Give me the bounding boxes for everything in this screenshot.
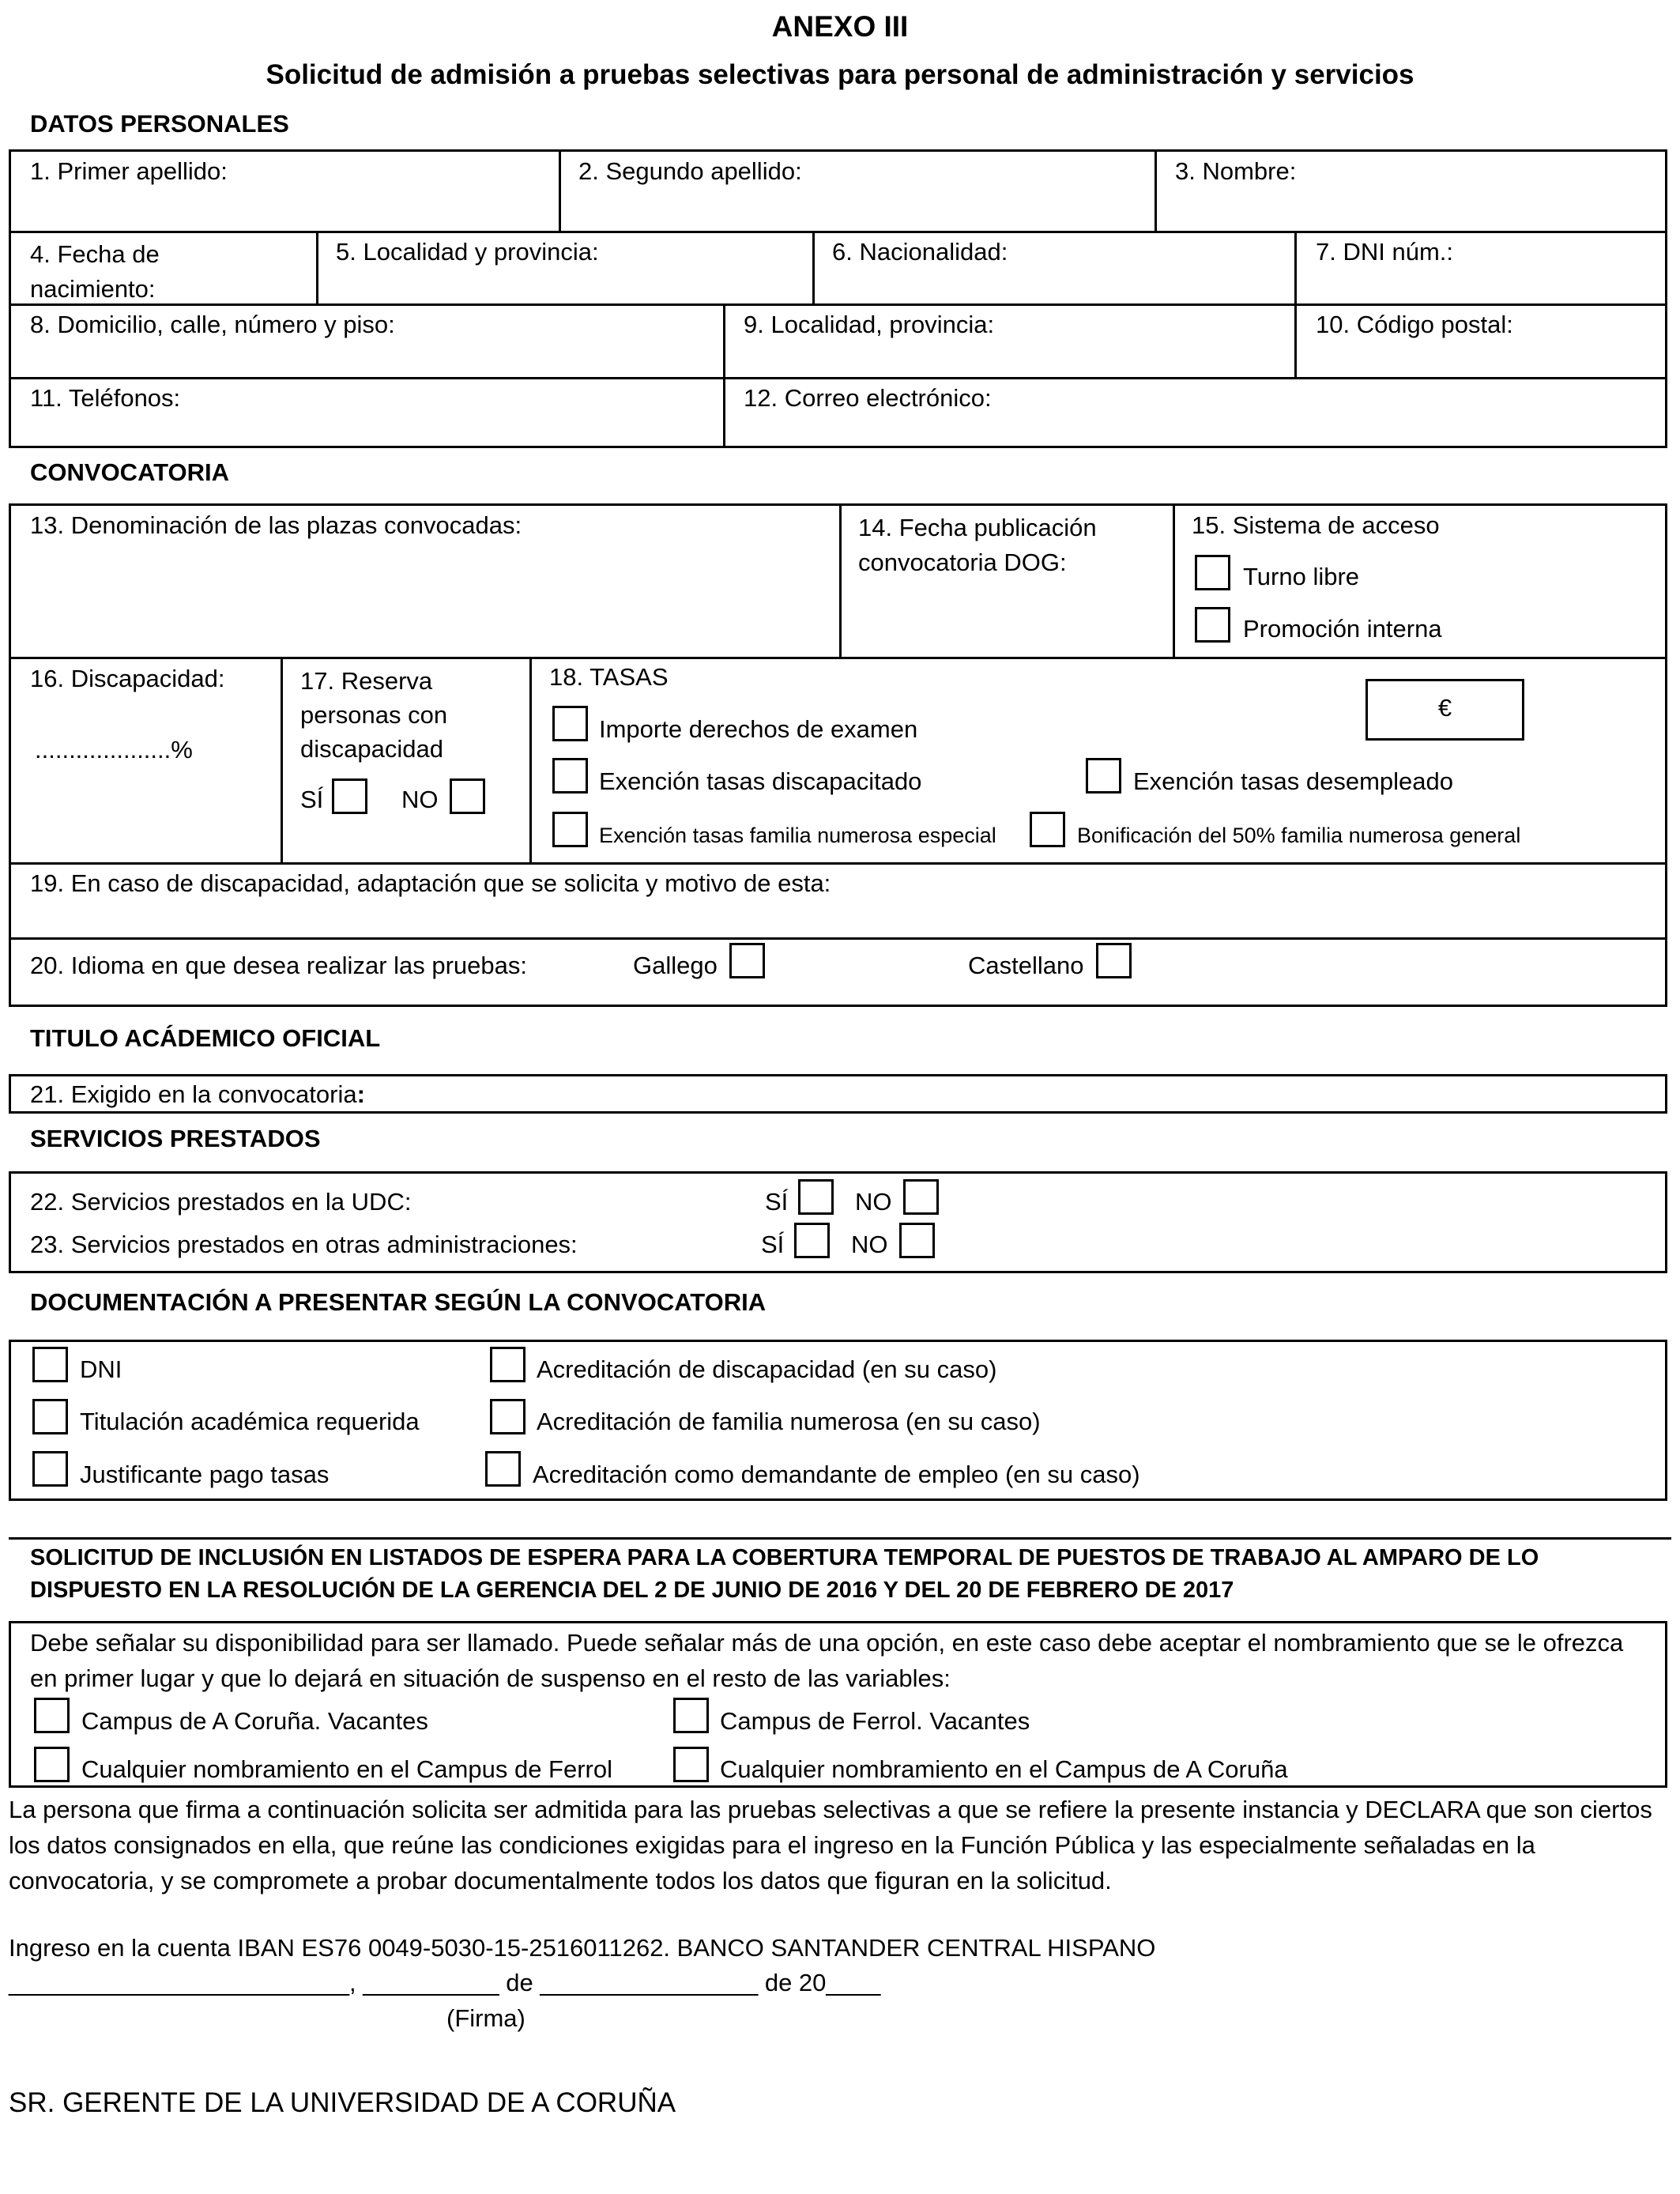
section-heading-convocatoria: CONVOCATORIA — [30, 458, 230, 486]
label-ferrol-vacantes: Campus de Ferrol. Vacantes — [720, 1707, 1030, 1735]
field-titulo-exigido[interactable]: 21. Exigido en la convocatoria: — [30, 1080, 365, 1108]
checkbox-exencion-desempleado[interactable] — [1086, 758, 1121, 794]
convocatoria-table — [9, 503, 1667, 1007]
field-segundo-apellido[interactable]: 2. Segundo apellido: — [578, 157, 802, 185]
checkbox-cualquier-coruna[interactable] — [673, 1747, 709, 1782]
destinatario: SR. GERENTE DE LA UNIVERSIDAD DE A CORUÑA — [9, 2087, 676, 2118]
label-exencion-familia-numerosa: Exención tasas familia numerosa especial — [599, 824, 996, 847]
checkbox-bonificacion-familia[interactable] — [1030, 812, 1065, 847]
label-justificante: Justificante pago tasas — [80, 1461, 330, 1488]
checkbox-dni[interactable] — [32, 1347, 68, 1382]
field-codigo-postal[interactable]: 10. Código postal: — [1316, 311, 1513, 338]
label-reserva-no: NO — [401, 786, 439, 813]
label-acred-empleo: Acreditación como demandante de empleo (en su caso) — [533, 1461, 1140, 1488]
checkbox-servicios-udc-si[interactable] — [798, 1179, 834, 1215]
label-acred-familia: Acreditación de familia numerosa (en su caso) — [537, 1408, 1041, 1435]
field-denominacion-plazas[interactable]: 13. Denominación de las plazas convocadas: — [30, 511, 522, 539]
field-discapacidad: 16. Discapacidad: — [30, 665, 225, 692]
checkbox-coruna-vacantes[interactable] — [34, 1698, 70, 1733]
field-localidad-provincia[interactable]: 5. Localidad y provincia: — [336, 238, 599, 266]
form-title: Solicitud de admisión a pruebas selectivas para personal de administración y servicios — [266, 59, 1414, 90]
field-correo[interactable]: 12. Correo electrónico: — [744, 384, 992, 412]
field-reserva-discapacidad: 17. Reserva personas con discapacidad — [300, 667, 448, 763]
field-nacionalidad[interactable]: 6. Nacionalidad: — [832, 238, 1008, 266]
section-heading-listados-espera: SOLICITUD DE INCLUSIÓN EN LISTADOS DE ESPERA PARA LA COBERTURA TEMPORAL DE PUESTOS DE TRABAJO AL AMPARO DE LO DISPUESTO EN LA RESOLUCIÓN DE LA GERENCIA DEL 2 DE JUNIO DE 2016 Y DEL 20 DE FEBRERO DE 2017 — [30, 1545, 1539, 1603]
label-servicios-udc-si: SÍ — [765, 1188, 789, 1216]
label-gallego: Gallego — [633, 952, 718, 979]
field-telefonos[interactable]: 11. Teléfonos: — [30, 384, 181, 412]
label-exencion-discapacitado: Exención tasas discapacitado — [599, 767, 922, 795]
declaracion-text: La persona que firma a continuación solicita ser admitida para las pruebas selectivas a que se refiere la presente instancia y DECLARA que son ciertos los datos consignados en ella, que reúne las condiciones exigidas para el ingreso en la Función Pública y las especialmente señaladas en la convocatoria, y se compromete a probar documentalmente todos los datos que figuran en la solicitud. — [9, 1796, 1652, 1894]
field-idioma: 20. Idioma en que desea realizar las pruebas: — [30, 952, 528, 979]
field-servicios-udc: 22. Servicios prestados en la UDC: — [30, 1188, 412, 1216]
label-servicios-otras-si: SÍ — [761, 1231, 785, 1258]
firma-label: (Firma) — [446, 2004, 525, 2032]
label-cualquier-coruna: Cualquier nombramiento en el Campus de A Coruña — [720, 1755, 1288, 1783]
iban-text: Ingreso en la cuenta IBAN ES76 0049-5030-15-2516011262. BANCO SANTANDER CENTRAL HISPANO — [9, 1934, 1156, 1962]
checkbox-acred-empleo[interactable] — [485, 1451, 521, 1487]
checkbox-turno-libre[interactable] — [1195, 555, 1230, 590]
checkbox-acred-discapacidad[interactable] — [490, 1347, 525, 1382]
field-fecha-nacimiento[interactable]: 4. Fecha de nacimiento: — [30, 240, 160, 303]
euro-symbol: € — [1437, 694, 1452, 722]
checkbox-castellano[interactable] — [1096, 943, 1132, 978]
label-acred-discapacidad: Acreditación de discapacidad (en su caso) — [537, 1355, 997, 1383]
espera-intro: Debe señalar su disponibilidad para ser llamado. Puede señalar más de una opción, en este caso debe aceptar el nombramiento que se le ofrezca en primer lugar y que lo dejará en situación de suspenso en el resto de las variables: — [30, 1629, 1624, 1692]
checkbox-promocion-interna[interactable] — [1195, 607, 1230, 643]
checkbox-ferrol-vacantes[interactable] — [673, 1698, 709, 1733]
label-turno-libre: Turno libre — [1243, 563, 1360, 590]
checkbox-titulacion[interactable] — [32, 1399, 68, 1434]
label-exencion-desempleado: Exención tasas desempleado — [1133, 767, 1453, 795]
section-heading-titulo: TITULO ACÁDEMICO OFICIAL — [30, 1024, 381, 1052]
label-coruna-vacantes: Campus de A Coruña. Vacantes — [81, 1707, 428, 1735]
field-domicilio[interactable]: 8. Domicilio, calle, número y piso: — [30, 311, 395, 338]
label-servicios-otras-no: NO — [851, 1231, 888, 1258]
checkbox-servicios-udc-no[interactable] — [903, 1179, 939, 1215]
checkbox-cualquier-ferrol[interactable] — [34, 1747, 70, 1782]
checkbox-gallego[interactable] — [729, 943, 765, 978]
field-servicios-otras: 23. Servicios prestados en otras administraciones: — [30, 1231, 578, 1258]
checkbox-exencion-discapacitado[interactable] — [552, 758, 588, 794]
field-localidad[interactable]: 9. Localidad, provincia: — [744, 311, 995, 338]
field-discapacidad-percent[interactable]: ....................% — [35, 736, 193, 763]
label-castellano: Castellano — [968, 952, 1084, 979]
checkbox-justificante[interactable] — [32, 1451, 68, 1487]
field-primer-apellido[interactable]: 1. Primer apellido: — [30, 157, 228, 185]
section-heading-servicios: SERVICIOS PRESTADOS — [30, 1125, 321, 1152]
checkbox-reserva-si[interactable] — [332, 778, 367, 814]
fecha-line[interactable]: _________________________, __________ de ________________ de 20____ — [9, 1969, 881, 1996]
field-nombre[interactable]: 3. Nombre: — [1175, 157, 1297, 185]
label-bonificacion-familia: Bonificación del 50% familia numerosa general — [1077, 824, 1521, 847]
field-adaptacion[interactable]: 19. En caso de discapacidad, adaptación que se solicita y motivo de esta: — [30, 869, 831, 897]
label-dni: DNI — [80, 1355, 122, 1383]
checkbox-exencion-familia-numerosa[interactable] — [552, 812, 588, 847]
field-sistema-acceso: 15. Sistema de acceso — [1192, 511, 1440, 539]
section-heading-documentacion: DOCUMENTACIÓN A PRESENTAR SEGÚN LA CONVOCATORIA — [30, 1288, 767, 1316]
field-tasas: 18. TASAS — [549, 663, 669, 691]
field-fecha-publicacion-dog[interactable]: 14. Fecha publicación convocatoria DOG: — [858, 514, 1097, 576]
checkbox-servicios-otras-si[interactable] — [794, 1223, 830, 1258]
label-reserva-si: SÍ — [300, 786, 324, 813]
checkbox-reserva-no[interactable] — [450, 778, 485, 814]
field-dni[interactable]: 7. DNI núm.: — [1316, 238, 1453, 266]
label-titulacion: Titulación académica requerida — [80, 1408, 420, 1435]
label-promocion-interna: Promoción interna — [1243, 615, 1442, 643]
section-heading-datos-personales: DATOS PERSONALES — [30, 110, 289, 138]
annex-title: ANEXO III — [771, 10, 909, 43]
checkbox-acred-familia[interactable] — [490, 1399, 525, 1434]
label-importe-derechos: Importe derechos de examen — [599, 715, 918, 743]
checkbox-importe-derechos[interactable] — [552, 706, 588, 741]
label-cualquier-ferrol: Cualquier nombramiento en el Campus de Ferrol — [81, 1755, 612, 1783]
checkbox-servicios-otras-no[interactable] — [899, 1223, 935, 1258]
label-servicios-udc-no: NO — [855, 1188, 892, 1216]
